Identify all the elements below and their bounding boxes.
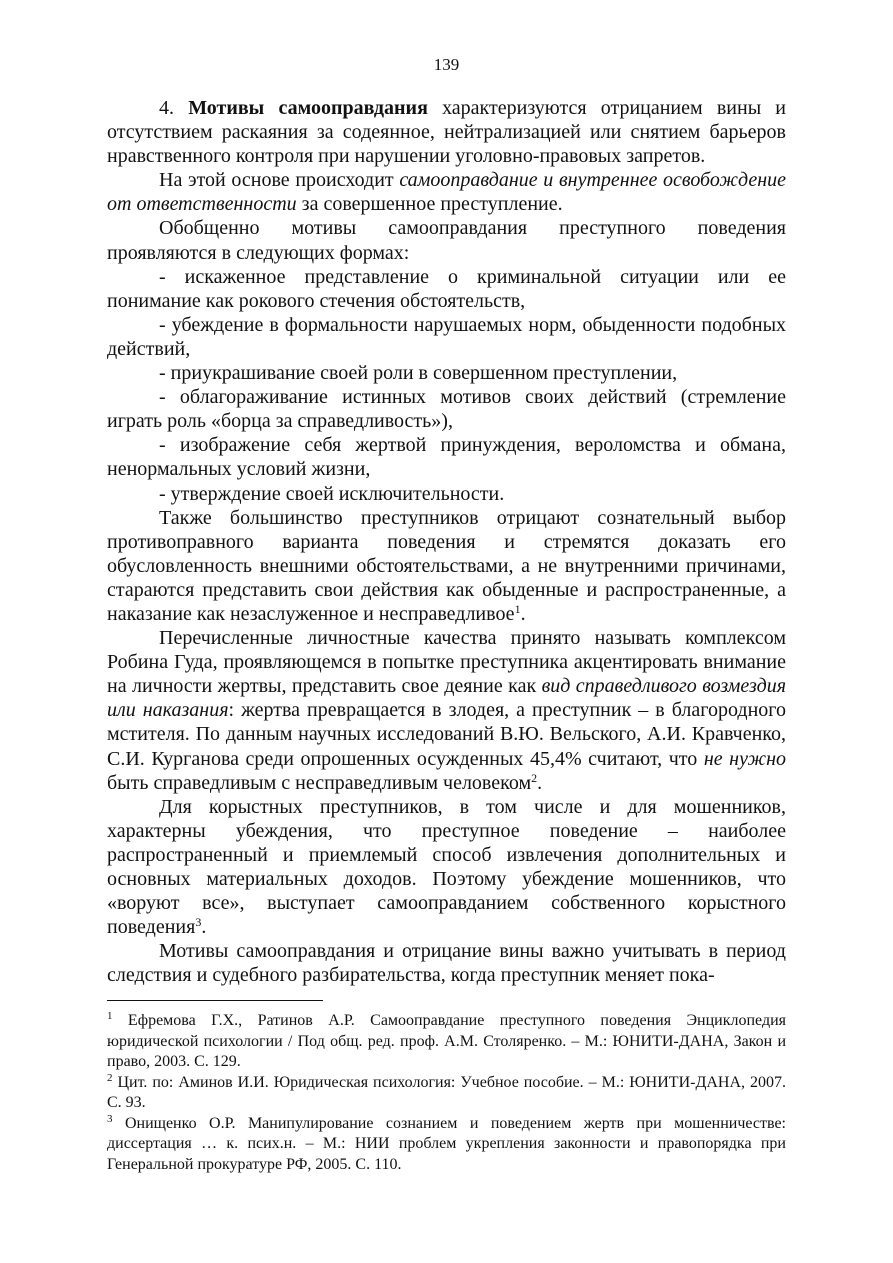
emphasis: самооправдание и внутреннее освобождение от ответственности — [107, 169, 786, 216]
footnote-text: Цит. по: Аминов И.И. Юридическая психология: Учебное пособие. – М.: ЮНИТИ-ДАНА, 2007. С. 93. — [107, 1073, 786, 1111]
paragraph-end: . — [520, 602, 526, 625]
list-item: - утверждение своей исключительности. — [159, 482, 505, 505]
list-item: - облагораживание истинных мотивов своих действий (стремление играть роль «борца за справедливость»), — [107, 386, 786, 433]
footnote-ref: 1 — [514, 601, 521, 616]
paragraph-robin-hood — [107, 626, 786, 795]
list-item: - искаженное представление о криминальной ситуации или ее понимание как рокового стечения обстоятельств, — [107, 265, 786, 312]
footnotes — [107, 1011, 786, 1175]
paragraph-forms-intro: Обобщенно мотивы самооправдания преступного поведения проявляются в следующих формах: — [107, 217, 786, 264]
emphasis: вид справедливого возмездия или наказания — [107, 675, 786, 722]
paragraph-text: На этой основе происходит — [159, 169, 400, 192]
list-item: - убеждение в формальности нарушаемых норм, обыденности подобных действий, — [107, 313, 786, 360]
main-text — [107, 96, 786, 987]
paragraph-basis — [107, 168, 786, 216]
footnote — [107, 1011, 786, 1073]
paragraph-lead: 4. — [159, 97, 189, 119]
footnote-number: 1 — [107, 1010, 113, 1022]
paragraph-mercenary — [107, 795, 786, 940]
paragraph-text: Для корыстных преступников, в том числе и для мошенников, характерны убеждения, что преступное поведение – наиболее распространенный и приемлемый способ извлечения дополнительных и основных материальных доходов. Поэтому убеждение мошенников, что «воруют все», выступает самооправданием собственного корыстного поведения — [107, 795, 786, 939]
paragraph-text: Также большинство преступников отрицают сознательный выбор противоправного варианта поведения и стремятся доказать его обусловленность внешними обстоятельствами, а не внутренними причинами, стараются представить свои действия как обыденные и распространенные, а наказание как незаслуженное и несправедливое — [107, 506, 786, 625]
paragraph-text: характеризуются отрицанием вины и отсутствием раскаяния за содеянное, нейтрализацией или снятием барьеров нравственного контроля при нарушении уголовно-правовых запретов. — [107, 97, 787, 168]
paragraph-end: . — [201, 916, 207, 939]
paragraph-investigation: Мотивы самооправдания и отрицание вины важно учитывать в период следствия и судебного разбирательства, когда преступник меняет пока- — [107, 940, 786, 987]
footnote-ref: 3 — [195, 915, 202, 930]
paragraph-text: : жертва превращается в злодея, а преступник – в благородного мстителя. По данным научных исследований В.Ю. Вельского, А.И. Кравченко, С.И. Курганова среди опрошенных осужденных 45,4% считают, что — [107, 699, 786, 770]
footnote-text: Ефремова Г.Х., Ратинов А.Р. Самооправдание преступного поведения Энциклопедия юридической психологии / Под общ. ред. проф. А.М. Столяренко. – М.: ЮНИТИ-ДАНА, Закон и право, 2003. С. 129. — [107, 1012, 786, 1070]
paragraph-denial — [107, 506, 786, 626]
paragraph-end: . — [537, 771, 543, 794]
emphasis: не нужно — [703, 747, 787, 770]
paragraph-text: Перечисленные личностные качества принято называть комплексом Робина Гуда, проявляющемся в попытке преступника акцентировать внимание на личности жертвы, представить свое деяние как — [107, 627, 786, 698]
footnote-number: 2 — [107, 1071, 113, 1084]
footnote-ref: 2 — [531, 770, 538, 785]
footnote-text: Онищенко О.Р. Манипулирование сознанием и поведением жертв при мошенничестве: диссертация … к. псих.н. – М.: НИИ проблем укрепления законности и правопорядка при Генеральной прокуратуре РФ, 2005. С. 110. — [107, 1114, 786, 1173]
section-term: Мотивы самооправдания — [188, 97, 428, 119]
list-item: - приукрашивание своей роли в совершенном преступлении, — [159, 362, 678, 385]
paragraph-text: за совершенное преступление. — [296, 193, 563, 216]
footnote — [107, 1114, 786, 1176]
footnote-number: 3 — [107, 1112, 113, 1125]
page-number: 139 — [433, 55, 460, 74]
list-item: - изображение себя жертвой принуждения, вероломства и обмана, ненормальных условий жизни, — [107, 434, 786, 481]
footnote-divider — [107, 1000, 323, 1001]
paragraph-self-justification-motives — [107, 96, 786, 168]
footnote — [107, 1073, 786, 1114]
paragraph-text: быть справедливым с несправедливым человеком — [107, 771, 532, 794]
